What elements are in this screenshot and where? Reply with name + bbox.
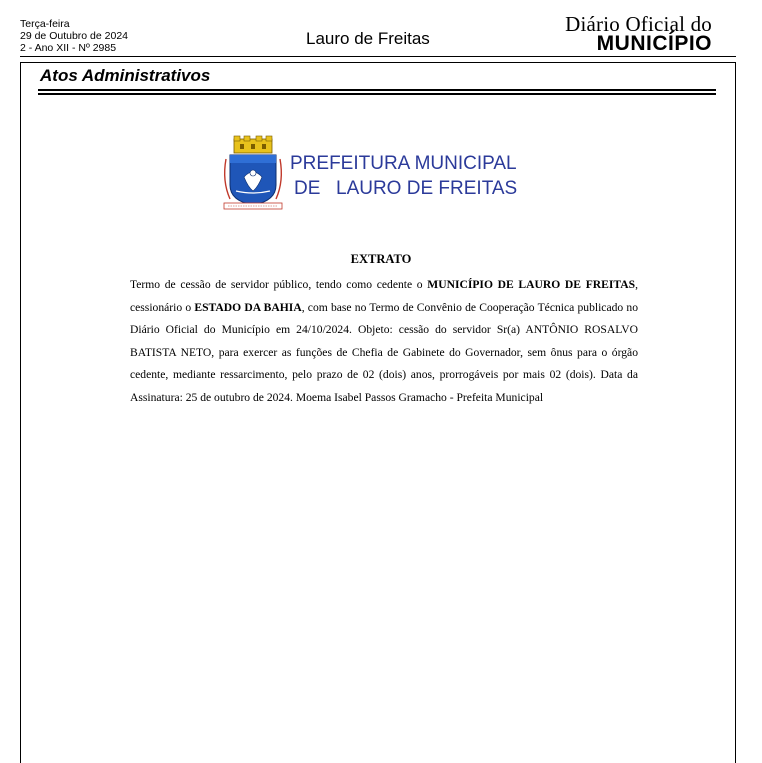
- header-divider: [20, 56, 736, 57]
- body-bold-2: ESTADO DA BAHIA: [194, 300, 302, 314]
- prefeitura-de: DE: [294, 178, 321, 199]
- coat-of-arms-icon: [220, 133, 286, 213]
- prefeitura-name: [290, 151, 517, 201]
- publication-date: 29 de Outubro de 2024: [20, 30, 129, 42]
- body-bold-1: MUNICÍPIO DE LAURO DE FREITAS: [427, 278, 636, 291]
- prefeitura-city: LAURO DE FREITAS: [336, 178, 518, 199]
- body-text-1: Termo de cessão de servidor público, tendo como cedente o: [130, 278, 428, 291]
- document-body: [130, 274, 638, 410]
- page-header: [0, 0, 762, 58]
- body-text-3: , com base no Termo de Convênio de Cooperação Técnica publicado no Diário Oficial do Município em 24/10/2024. Objeto: cessão do servidor Sr(a) ANTÔNIO ROSALVO BATISTA NETO, para exercer as funções de Chefia de Gabinete do Governador, sem ônus para o órgão cedente, mediante ressarcimento, pelo prazo de 02 (dois) anos, prorrogáveis por mais 02 (dois). Data da Assinatura: 25 de outubro de 2024. Moema Isabel Passos Gramacho - Prefeita Municipal: [130, 300, 638, 404]
- section-divider-top: [38, 89, 716, 91]
- edition-number: 2 - Ano XII - Nº 2985: [20, 42, 117, 54]
- edition-info: [20, 18, 128, 54]
- prefeitura-line2: [290, 176, 517, 201]
- prefeitura-logo: [220, 133, 520, 213]
- body-text-2: , cessionário o: [130, 278, 638, 314]
- section-title: Atos Administrativos: [40, 66, 211, 85]
- city-name: Lauro de Freitas: [306, 29, 430, 48]
- section-divider-bottom: [38, 93, 716, 95]
- document-title: EXTRATO: [350, 252, 412, 266]
- diario-oficial-logo: [565, 14, 712, 54]
- brand-top-text: Diário Oficial do: [565, 12, 712, 36]
- prefeitura-line1: PREFEITURA MUNICIPAL: [290, 153, 517, 174]
- weekday: Terça-feira: [20, 18, 70, 30]
- brand-bottom-text: MUNICÍPIO: [596, 32, 712, 55]
